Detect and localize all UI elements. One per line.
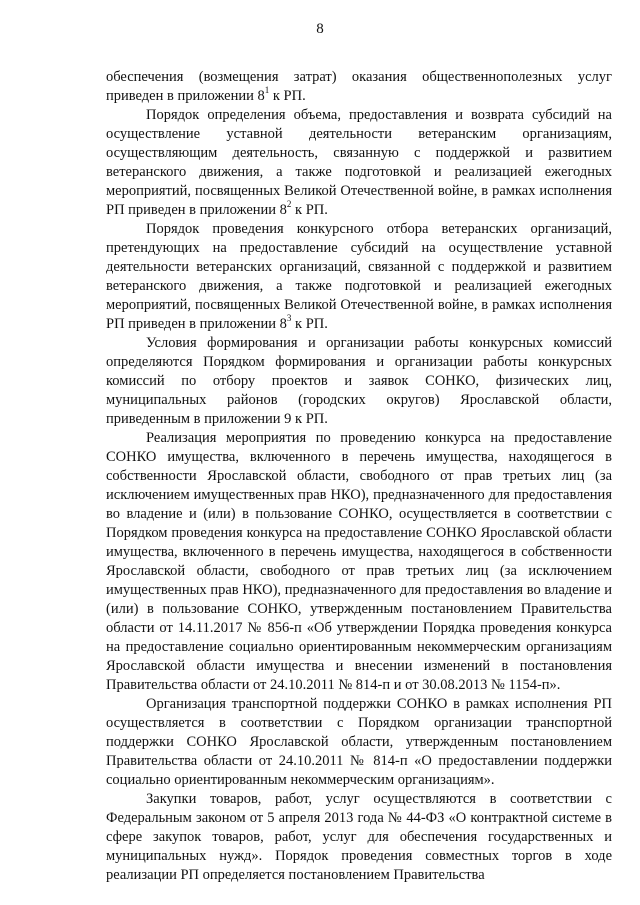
paragraph-text: к РП. [291, 316, 328, 332]
paragraph [106, 429, 612, 695]
paragraph [106, 106, 612, 220]
superscript: 3 [286, 313, 292, 324]
paragraph-text: Порядок определения объема, предоставления и возврата субсидий на осуществление уставной деятельности ветеранским организациям, осуществляющим деятельность, связанную с поддержкой и развитием ветеранского движения, а также подготовкой и реализацией ежегодных мероприятий, посвященных Великой Отечественной войне, в рамках исполнения РП приведен в приложении 8 [106, 107, 612, 218]
document-body [106, 68, 612, 885]
paragraph-text: Условия формирования и организации работы конкурсных комиссий определяются Порядком формирования и организации работы конкурсных комиссий по отбору проектов и заявок СОНКО, физических лиц, муниципальных районов (городских округов) Ярославской области, приведенным в приложении 9 к РП. [106, 335, 612, 427]
paragraph-text: Реализация мероприятия по проведению конкурса на предоставление СОНКО имущества, включенного в перечень имущества, находящегося в собственности Ярославской области, свободного от прав третьих лиц (за исключением имущественных прав НКО), предназначенного для предоставления во владение и (или) в пользование СОНКО, осуществляется в соответствии с Порядком проведения конкурса на предоставление СОНКО Ярославской области имущества, включенного в перечень имущества, находящегося в собственности Ярославской области, свободного от прав третьих лиц (за исключением имущественных прав НКО), предназначенного для предоставления во владение и (или) в пользование СОНКО, утвержденным постановлением Правительства области от 14.11.2017 № 856-п «Об утверждении Порядка проведения конкурса на предоставление социально ориентированным некоммерческим организациям Ярославской области имущества и внесении изменений в постановления Правительства области от 24.10.2011 № 814-п и от 30.08.2013 № 1154-п». [106, 430, 612, 693]
paragraph-text: к РП. [291, 202, 328, 218]
paragraph-text: Закупки товаров, работ, услуг осуществляются в соответствии с Федеральным законом от 5 апреля 2013 года № 44-ФЗ «О контрактной системе в сфере закупок товаров, работ, услуг для обеспечения государственных и муниципальных нужд». Порядок проведения совместных торгов в ходе реализации РП определяется постановлением Правительства [106, 791, 612, 883]
paragraph-text: к РП. [269, 88, 306, 104]
superscript: 1 [264, 85, 270, 96]
superscript: 2 [286, 199, 292, 210]
paragraph-text: обеспечения (возмещения затрат) оказания общественнополезных услуг приведен в приложении 8 [106, 69, 612, 104]
paragraph [106, 68, 612, 106]
paragraph-text: Организация транспортной поддержки СОНКО в рамках исполнения РП осуществляется в соответствии с Порядком организации транспортной поддержки СОНКО Ярославской области, утвержденным постановлением Правительства области от 24.10.2011 № 814-п «О предоставлении поддержки социально ориентированным некоммерческим организациям». [106, 696, 612, 788]
paragraph [106, 695, 612, 790]
paragraph-text: Порядок проведения конкурсного отбора ветеранских организаций, претендующих на предоставление субсидий на осуществление уставной деятельности ветеранских организаций, связанной с поддержкой и развитием ветеранского движения, а также подготовкой и реализацией ежегодных мероприятий, посвященных Великой Отечественной войне, в рамках исполнения РП приведен в приложении 8 [106, 221, 612, 332]
paragraph [106, 334, 612, 429]
paragraph [106, 790, 612, 885]
page-number: 8 [316, 21, 324, 37]
paragraph [106, 220, 612, 334]
